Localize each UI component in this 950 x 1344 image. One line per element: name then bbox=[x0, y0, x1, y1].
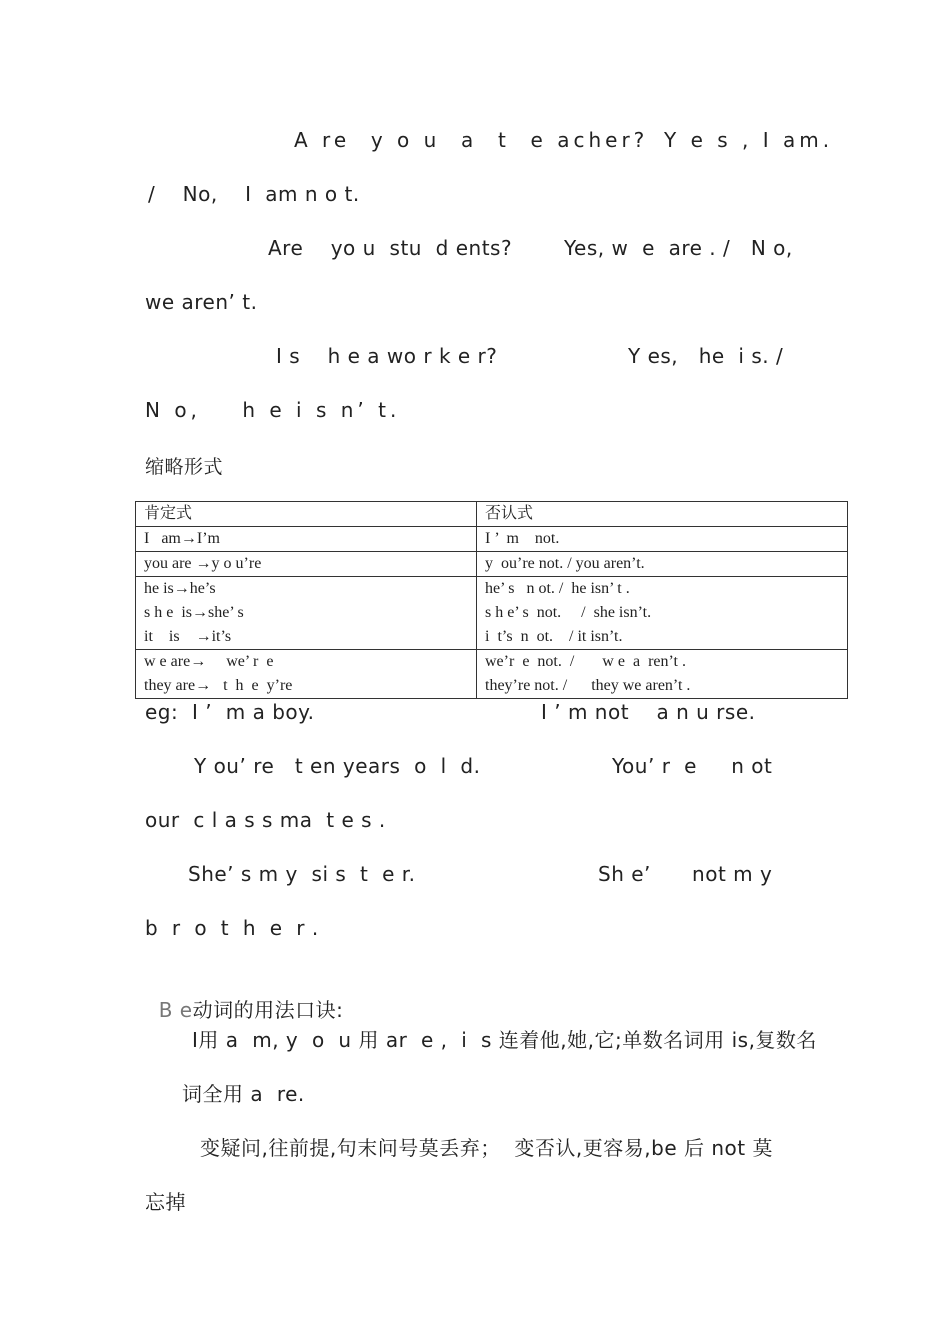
cell-negative bbox=[477, 577, 848, 650]
cell-affirmative bbox=[136, 527, 477, 552]
rule-line-4: 忘掉 bbox=[145, 1190, 186, 1214]
line-1-answer: Y e s , I am. bbox=[664, 128, 834, 152]
cell-line: I ’ m not. bbox=[485, 530, 560, 547]
header-negative: 否认式 bbox=[477, 502, 848, 527]
cell-line: y ou’re not. / you aren’t. bbox=[485, 555, 645, 572]
cell-line: w e are→ we’ r e bbox=[144, 653, 274, 670]
cell-line: it is →it’s bbox=[144, 628, 232, 645]
cell-negative bbox=[477, 552, 848, 577]
rule-line-1: I用 a m, y o u 用 ar e , i s 连着他,她,它;单数名词用 is,复数名 bbox=[192, 1028, 817, 1052]
example-4-negative: Sh e’ not m y bbox=[598, 862, 773, 886]
cell-line: i t’s n ot. / it isn’t. bbox=[485, 628, 623, 645]
cell-negative bbox=[477, 527, 848, 552]
cell-line: they are→ t h e y’re bbox=[144, 677, 293, 694]
contraction-table bbox=[135, 501, 848, 699]
header-affirmative: 肯定式 bbox=[136, 502, 477, 527]
line-5-answer: Y es, he i s. / bbox=[628, 344, 784, 368]
example-2: Y ou’ re t en years o l d. bbox=[194, 754, 481, 778]
cell-line: we’r e not. / w e a ren’t . bbox=[485, 653, 686, 670]
heading-be-verb bbox=[145, 970, 343, 1023]
cell-line: he’ s n ot. / he isn’ t . bbox=[485, 580, 630, 597]
example-1-negative: I ’ m not a n u rse. bbox=[541, 700, 756, 724]
cell-line: he is→he’s bbox=[144, 580, 216, 597]
rule-line-2: 词全用 a re. bbox=[182, 1082, 305, 1106]
line-5-question: I s h e a wo r k e r? bbox=[276, 344, 498, 368]
heading-be-prefix: B e bbox=[158, 998, 193, 1022]
cell-line: s h e’ s not. / she isn’t. bbox=[485, 604, 652, 621]
line-3-answer: Yes, w e are . / N o, bbox=[564, 236, 793, 260]
cell-line: you are →y o u’re bbox=[144, 555, 262, 572]
rule-line-3: 变疑问,往前提,句末问号莫丢弃； 变否认,更容易,be 后 not 莫 bbox=[200, 1136, 773, 1160]
table-header-row bbox=[136, 502, 848, 527]
cell-line: they’re not. / they we aren’t . bbox=[485, 677, 691, 694]
table-row bbox=[136, 577, 848, 650]
cell-line: s h e is→she’ s bbox=[144, 604, 244, 621]
line-3-question: Are yo u stu d ents? bbox=[268, 236, 513, 260]
cell-line: I am→I’m bbox=[144, 530, 220, 547]
cell-affirmative bbox=[136, 552, 477, 577]
table-row bbox=[136, 650, 848, 699]
line-1-question: A re y o u a t e acher? bbox=[294, 128, 649, 152]
line-4: we aren’ t. bbox=[145, 290, 258, 314]
line-6: N o, h e i s n’ t. bbox=[145, 398, 401, 422]
table-row bbox=[136, 527, 848, 552]
table-row bbox=[136, 552, 848, 577]
heading-be-suffix: 动词的用法口诀: bbox=[192, 998, 344, 1022]
example-1: eg: I ’ m a boy. bbox=[145, 700, 315, 724]
example-5: b r o t h e r . bbox=[145, 916, 319, 940]
example-4: She’ s m y si s t e r. bbox=[188, 862, 416, 886]
cell-negative bbox=[477, 650, 848, 699]
cell-affirmative bbox=[136, 650, 477, 699]
line-2: / No, I am n o t. bbox=[148, 182, 360, 206]
cell-affirmative bbox=[136, 577, 477, 650]
example-3: our c l a s s ma t e s . bbox=[145, 808, 386, 832]
heading-contractions: 缩略形式 bbox=[145, 456, 224, 478]
example-2-negative: You’ r e n ot bbox=[612, 754, 773, 778]
